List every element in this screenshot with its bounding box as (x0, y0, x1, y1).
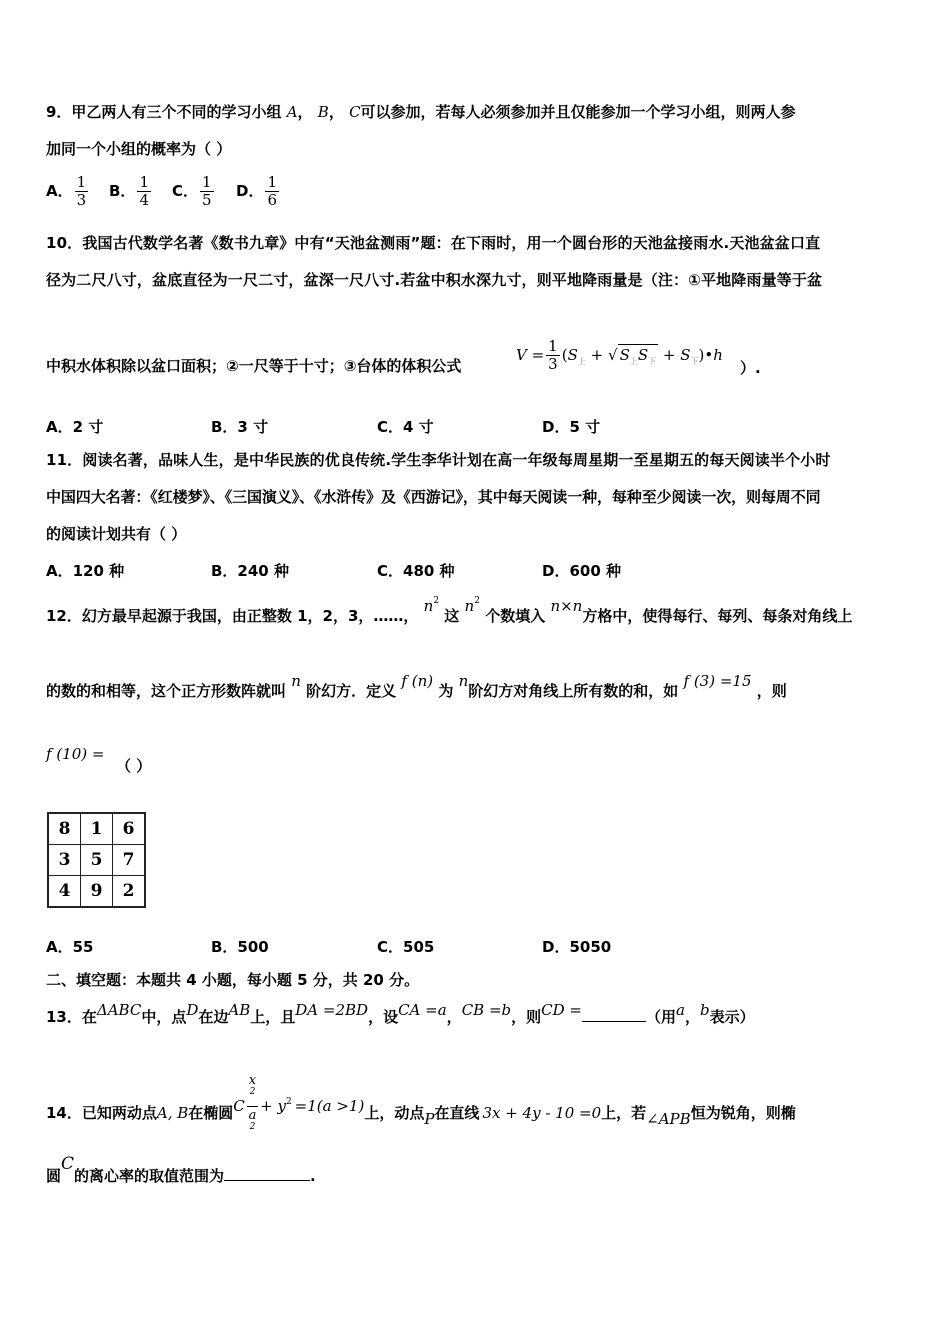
q12-line-3: （ ） (116, 757, 152, 775)
frac-num: 1 (76, 173, 87, 191)
q12-var-n-2: n (458, 672, 469, 690)
q13-eq-1: DA =2BD (295, 1001, 369, 1019)
q9-line-1 (46, 102, 796, 122)
magic-square-cell: 8 (48, 813, 81, 845)
q14-text-a: 14．已知两动点 (46, 1104, 157, 1122)
magic-square-cell: 5 (81, 845, 113, 876)
q13-text-e: 上，且 (250, 1008, 296, 1026)
q9-option-a-label: A． (46, 182, 73, 200)
q9-option-a-fraction (75, 174, 89, 209)
formula-paren-open: ( (561, 346, 568, 364)
q10-option-a: A．2 寸 (46, 418, 104, 436)
formula-fraction (546, 338, 560, 373)
formula-s-top: S (567, 346, 578, 364)
frac-den: 3 (76, 191, 87, 209)
exponent: 2 (474, 596, 480, 606)
exponent: 2 (249, 1122, 256, 1132)
q14-angle: ∠APB (646, 1110, 691, 1128)
q12-line-1 (46, 596, 853, 629)
q12-option-a: A．55 (46, 938, 94, 956)
q14-text-h: 的离心率的取值范围为 (74, 1167, 225, 1185)
q9-option-d-fraction (265, 174, 279, 209)
q12-f-of-n: f (n) (401, 672, 434, 690)
magic-square-row (48, 845, 145, 876)
frac-den: 5 (202, 191, 212, 209)
q11-line-1: 11．阅读名著，品味人生，是中华民族的优良传统.学生李华计划在高一年级每周星期一至星期五的每天阅读半个小时 (46, 451, 831, 469)
q12-f-of-10 (46, 744, 104, 764)
q9-option-a (46, 174, 90, 209)
q14-line-2 (46, 1154, 316, 1186)
q13-text-k: 表示） (709, 1008, 755, 1026)
q14-line-1 (46, 1073, 796, 1148)
q14-ellipse-c-2: C (61, 1154, 75, 1174)
q12-n-squared-2 (465, 597, 480, 615)
frac-den: 4 (139, 191, 149, 209)
q12-text-d: 方格中，使得每行、每列、每条对角线上 (582, 607, 853, 625)
exponent: 2 (433, 596, 440, 606)
q10-option-c: C．4 寸 (377, 418, 434, 436)
formula-lhs: V = (516, 346, 545, 364)
q14-text-c: 上，动点 (364, 1104, 425, 1122)
formula-s-a: S (619, 346, 630, 364)
q14-points: A, B (156, 1104, 189, 1122)
q12-n-by-n: n×n (550, 597, 583, 615)
formula-paren-close: ) (698, 346, 705, 364)
q12-f-of-3: f (3) =15 (683, 672, 752, 690)
q9-option-b-label: B． (109, 182, 136, 200)
var-n: n (464, 597, 475, 615)
q14-text-d: 在直线 (434, 1104, 480, 1122)
q9-option-c-label: C． (172, 182, 199, 200)
q9-option-d (236, 174, 281, 209)
q13-text-b: 中，点 (141, 1008, 187, 1026)
q10-line-2: 径为二尺八寸，盆底直径为一尺二寸，盆深一尺八寸.若盆中积水深九寸，则平地降雨量是（注：①平地降雨量等于盆 (46, 271, 823, 289)
q9-option-d-label: D． (236, 182, 264, 200)
q13-text-j: ， (684, 1008, 700, 1026)
q10-line-3 (46, 356, 461, 376)
q13-var-a: a (676, 1001, 685, 1019)
q12-text-e: 的数的和相等，这个正方形数阵就叫 (46, 682, 287, 700)
formula-sqrt (618, 344, 659, 368)
q9-option-c (172, 174, 216, 209)
q11-option-c: C．480 种 (377, 562, 455, 580)
q13-text-a: 13．在 (46, 1008, 97, 1026)
sqrt-icon: √ (608, 346, 618, 364)
frac-den (247, 1107, 258, 1141)
magic-square-cell: 2 (113, 876, 146, 908)
q11-line-3: 的阅读计划共有（ ） (46, 525, 187, 543)
exponent: 2 (249, 1087, 256, 1097)
q14-text-i: . (310, 1167, 316, 1185)
q14-y-exponent: 2 (285, 1097, 292, 1107)
formula-dot: • (704, 346, 714, 364)
frac-num: 1 (548, 337, 558, 355)
q9-option-c-fraction (200, 174, 214, 209)
q12-line-2 (46, 672, 787, 701)
q12-text-f: 阶幻方．定义 (306, 682, 397, 700)
q13-eq-4: CD = (541, 1001, 582, 1019)
frac-den: 6 (267, 191, 277, 209)
q13-side-ab: AB (228, 1001, 251, 1019)
var-a: a (248, 1108, 257, 1123)
formula-plus-1: + (590, 346, 604, 364)
frac-num: 1 (139, 173, 149, 191)
q14-ellipse-rhs: =1(a >1) (294, 1097, 365, 1115)
formula-s-b: S (637, 346, 649, 364)
formula-h: h (713, 346, 723, 364)
q9-option-b (109, 174, 153, 209)
q12-option-c: C．505 (377, 938, 435, 956)
q13-answer-blank[interactable] (582, 1021, 646, 1022)
q11-option-d: D．600 种 (542, 562, 621, 580)
q14-y-term: + y (260, 1097, 286, 1115)
q10-line-1: 10．我国古代数学名著《数书九章》中有“天池盆测雨”题：在下雨时，用一个圆台形的天池盆接雨水.天池盆盆口直 (46, 234, 821, 252)
magic-square-cell: 6 (113, 813, 146, 845)
q12-text-i: ，则 (756, 682, 787, 700)
q13-var-b: b (699, 1001, 710, 1019)
q13-text-g: ， (446, 1008, 462, 1026)
q13-text-i: （用 (646, 1008, 677, 1026)
formula-sub-a: 上 (629, 357, 638, 366)
magic-square-cell: 9 (81, 876, 113, 908)
q13-line (46, 1001, 755, 1027)
q13-eq-2: CA =a (398, 1001, 447, 1019)
q9-text-b: 可以参加，若每人必须参加并且仅能参加一个学习小组，则两人参 (360, 103, 796, 121)
q13-text-h: ，则 (511, 1008, 542, 1026)
frac-num: 1 (202, 173, 212, 191)
q12-text-h: 阶幻方对角线上所有数的和，如 (468, 682, 679, 700)
formula-sub-b: 下 (648, 357, 657, 366)
q9-sep-1: ， (297, 103, 313, 121)
frac-num: 1 (267, 173, 277, 191)
q13-text-f: ，设 (368, 1008, 399, 1026)
q12-var-n: n (291, 672, 301, 690)
q9-var-a: A (286, 103, 298, 121)
frac-num (247, 1072, 258, 1107)
q12-option-b: B．500 (211, 938, 269, 956)
frac-den: 3 (548, 355, 558, 373)
q12-text-b: 这 (444, 607, 460, 625)
magic-square-cell: 1 (81, 813, 113, 845)
magic-square-grid (47, 812, 146, 908)
q9-option-b-fraction (137, 174, 151, 209)
q12-f10-expr: f (10) = (46, 745, 105, 763)
q12-text-c: 个数填入 (485, 607, 546, 625)
q10-text: 中积水体积除以盆口面积；②一尺等于十寸；③台体的体积公式 (46, 357, 462, 375)
q14-answer-blank[interactable] (224, 1180, 310, 1181)
magic-square-cell: 7 (113, 845, 146, 876)
q14-ellipse-c: C (233, 1097, 245, 1115)
q14-ellipse-fraction (247, 1072, 258, 1141)
q9-text-a: 9．甲乙两人有三个不同的学习小组 (46, 103, 282, 121)
q10-line-3-end: ）. (740, 359, 761, 377)
q9-sep-2: ， (328, 103, 344, 121)
q11-line-2: 中国四大名著：《红楼梦》、《三国演义》、《水浒传》及《西游记》，其中每天阅读一种，每种至少阅读一次，则每周不同 (46, 488, 821, 506)
q14-line-eq: 3x + 4y - 10 =0 (482, 1104, 602, 1122)
q9-var-b: B (317, 103, 329, 121)
frustum-volume-formula (516, 338, 723, 373)
q12-text-a: 12．幻方最早起源于我国，由正整数 1，2，3，……， (46, 607, 419, 625)
magic-square-cell: 3 (48, 845, 81, 876)
q14-point-p: P (424, 1110, 435, 1128)
section-heading: 二、填空题：本题共 4 小题，每小题 5 分，共 20 分。 (46, 971, 420, 989)
var-x: x (248, 1073, 257, 1088)
q11-option-a: A．120 种 (46, 562, 125, 580)
q14-text-f: 恒为锐角，则椭 (690, 1104, 796, 1122)
formula-sub-bottom: 下 (690, 357, 699, 366)
q13-eq-3: CB =b (461, 1001, 512, 1019)
q12-option-d: D．5050 (542, 938, 612, 956)
formula-sub-top: 上 (577, 357, 586, 366)
q13-point-d: D (186, 1001, 199, 1019)
q9-line-2: 加同一个小组的概率为（ ） (46, 140, 232, 158)
q14-text-e: 上，若 (601, 1104, 647, 1122)
q13-text-c: 在边 (198, 1008, 229, 1026)
q11-option-b: B．240 种 (211, 562, 289, 580)
q14-text-b: 在椭圆 (188, 1104, 234, 1122)
var-n: n (423, 597, 434, 615)
q13-triangle: ΔABC (96, 1001, 142, 1019)
magic-square-row (48, 813, 145, 845)
q9-var-c: C (349, 103, 361, 121)
formula-s-bottom: S (680, 346, 691, 364)
q10-option-b: B．3 寸 (211, 418, 269, 436)
q12-n-squared-1 (424, 597, 439, 615)
q14-text-g: 圆 (46, 1167, 62, 1185)
q10-option-d: D．5 寸 (542, 418, 601, 436)
formula-plus-2: + (662, 346, 676, 364)
magic-square-cell: 4 (48, 876, 81, 908)
magic-square-row (48, 876, 145, 908)
q12-text-g: 为 (438, 682, 454, 700)
